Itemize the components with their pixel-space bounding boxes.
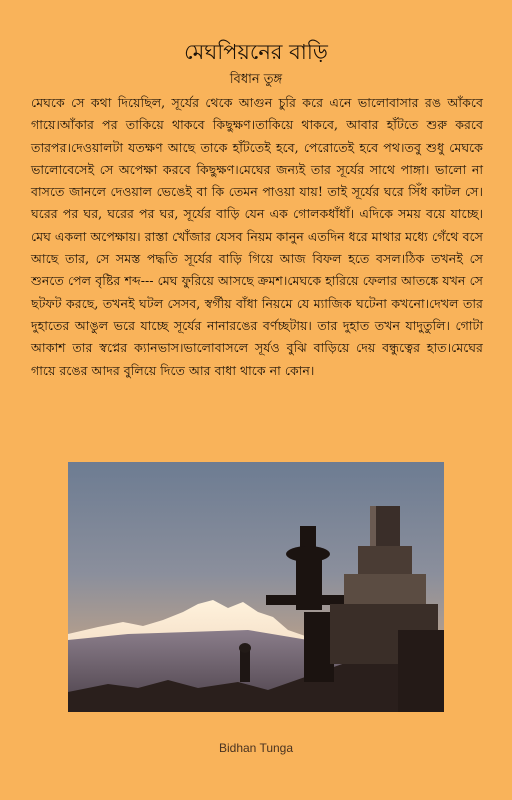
poem-title: মেঘপিয়নের বাড়ি xyxy=(184,40,328,64)
mountain-sunset-photo xyxy=(68,462,444,712)
poem-author: বিধান তুঙ্গ xyxy=(229,72,283,87)
poem-body: মেঘকে সে কথা দিয়েছিল, সূর্যের থেকে আগুন চুরি করে এনে ভালোবাসার রঙ আঁকবে গায়ে।আঁকার পর তাকিয়ে থাকবে কিছুক্ষণ।তাকিয়ে থাকবে, আবার হাঁটতে শুরু করবে তারপর।দেওয়ালটা যতক্ষণ আছে তাকে হাঁটতেই হবে, পেরোতেই হবে পথ।তবু শুধু মেঘকে ভালোবেসেই সে অপেক্ষা করবে কিছুক্ষণ।মেঘের জন্যই তার সূর্যের সাথে পাঙ্গা। ভালো না বাসতে জানলে দেওয়াল ভেঙেই বা কি তেমন পাওয়া যায়! তাই সূর্যের ঘরে সিঁধ কাটল সে। ঘরের পর ঘর, ঘরের পর ঘর, সূর্যের বাড়ি যেন এক গোলকধাঁধাঁ। এদিকে সময় বয়ে যাচ্ছে। মেঘ একলা অপেক্ষায়। রাস্তা খোঁজার যেসব নিয়ম কানুন এতদিন ধরে মাথার মধ্যে গেঁথে বসে আছে তার, সে সমস্ত পদ্ধতি সূর্যের বাড়ি গিয়ে আজ বিফল হতে বসল।ঠিক তখনই সে শুনতে পেল বৃষ্টির শব্দ--- মেঘ ফুরিয়ে আসছে ক্রমশ।মেঘকে হারিয়ে ফেলার আতঙ্কে যখন সে ছটফট করছে, তখনই ঘটল সেসব, স্বর্গীয় বাঁধা নিয়মে যে ম্যাজিক ঘটেনা কখনো।দেখল তার দুহাতের আঙুল ভরে যাচ্ছে সূর্যের নানারঙের বর্ণচ্ছটায়। তার দুহাত তখন যাদুতুলি। গোটা আকাশ তার স্বপ্নের ক্যানভাস।ভালোবাসলে সূর্যও বুঝি বাড়িয়ে দেয় বন্ধুত্বের হাত।মেঘের গায়ে রঙের আদর বুলিয়ে দিতে আর বাধা থাকে না কোন। xyxy=(31,95,483,378)
author-credit: Bidhan Tunga xyxy=(218,741,294,755)
